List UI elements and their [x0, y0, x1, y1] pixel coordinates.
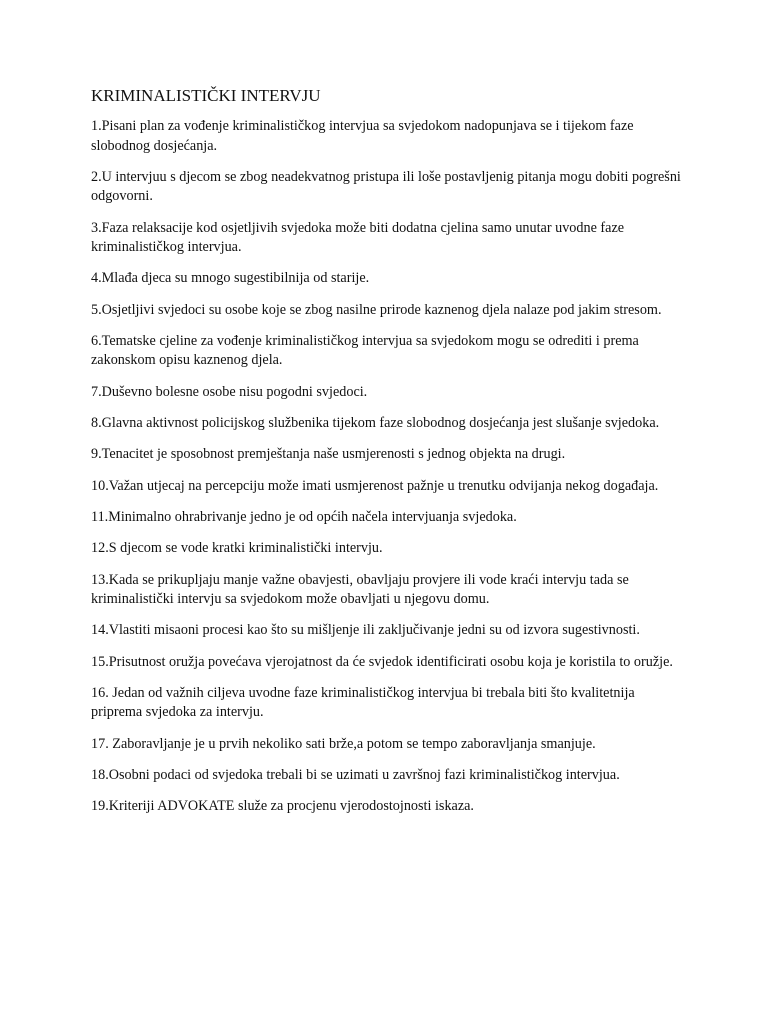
document-page: [91, 86, 681, 829]
statement-item-4: 4.Mlađa djeca su mnogo sugestibilnija od starije.: [91, 270, 370, 287]
statement-item-8: 8.Glavna aktivnost policijskog službenika tijekom faze slobodnog dosjećanja jest slušanje svjedoka.: [91, 415, 660, 432]
statement-item-14: 14.Vlastiti misaoni procesi kao što su mišljenje ili zaključivanje jedni su od izvora sugestivnosti.: [91, 622, 640, 639]
statement-item-10: 10.Važan utjecaj na percepciju može imati usmjerenost pažnje u trenutku odvijanja nekog događaja.: [91, 477, 659, 494]
statement-item-16: 16. Jedan od važnih ciljeva uvodne faze kriminalističkog intervjua bi trebala biti što kvalitetnija priprema svjedoka za intervju.: [91, 684, 635, 721]
statement-item-18: 18.Osobni podaci od svjedoka trebali bi se uzimati u završnoj fazi kriminalističkog intervjua.: [91, 767, 620, 784]
statement-item-17: 17. Zaboravljanje je u prvih nekoliko sati brže,a potom se tempo zaboravljanja smanjuje.: [91, 735, 596, 752]
statement-item-3: 3.Faza relaksacije kod osjetljivih svjedoka može biti dodatna cjelina samo unutar uvodne faze kriminalističkog intervjua.: [91, 219, 625, 256]
statement-item-2: 2.U intervjuu s djecom se zbog neadekvatnog pristupa ili loše postavljenig pitanja mogu dobiti pogrešni odgovorni.: [91, 168, 681, 205]
statement-item-19: 19.Kriteriji ADVOKATE služe za procjenu vjerodostojnosti iskaza.: [91, 798, 474, 815]
statement-item-12: 12.S djecom se vode kratki kriminalistički intervju.: [91, 540, 383, 557]
statement-item-9: 9.Tenacitet je sposobnost premještanja naše usmjerenosti s jednog objekta na drugi.: [91, 446, 566, 463]
statement-item-1: 1.Pisani plan za vođenje kriminalističkog intervjua sa svjedokom nadopunjava se i tijekom faze slobodnog dosjećanja.: [91, 118, 634, 154]
statement-item-15: 15.Prisutnost oružja povećava vjerojatnost da će svjedok identificirati osobu koja je koristila to oružje.: [91, 653, 673, 670]
statement-list: [91, 117, 681, 817]
statement-item-13: 13.Kada se prikupljaju manje važne obavjesti, obavljaju provjere ili vode kraći intervju tada se kriminalistički intervju sa svjedokom može obavljati u njegovu domu.: [91, 571, 629, 608]
statement-item-6: 6.Tematske cjeline za vođenje kriminalističkog intervjua sa svjedokom mogu se odrediti i prema zakonskom opisu kaznenog djela.: [91, 332, 639, 369]
statement-item-11: 11.Minimalno ohrabrivanje jedno je od općih načela intervjuanja svjedoka.: [91, 508, 517, 525]
statement-item-5: 5.Osjetljivi svjedoci su osobe koje se zbog nasilne prirode kaznenog djela nalaze pod jakim stresom.: [91, 301, 662, 318]
statement-item-7: 7.Duševno bolesne osobe nisu pogodni svjedoci.: [91, 383, 368, 400]
document-title: KRIMINALISTIČKI INTERVJU: [91, 86, 321, 105]
